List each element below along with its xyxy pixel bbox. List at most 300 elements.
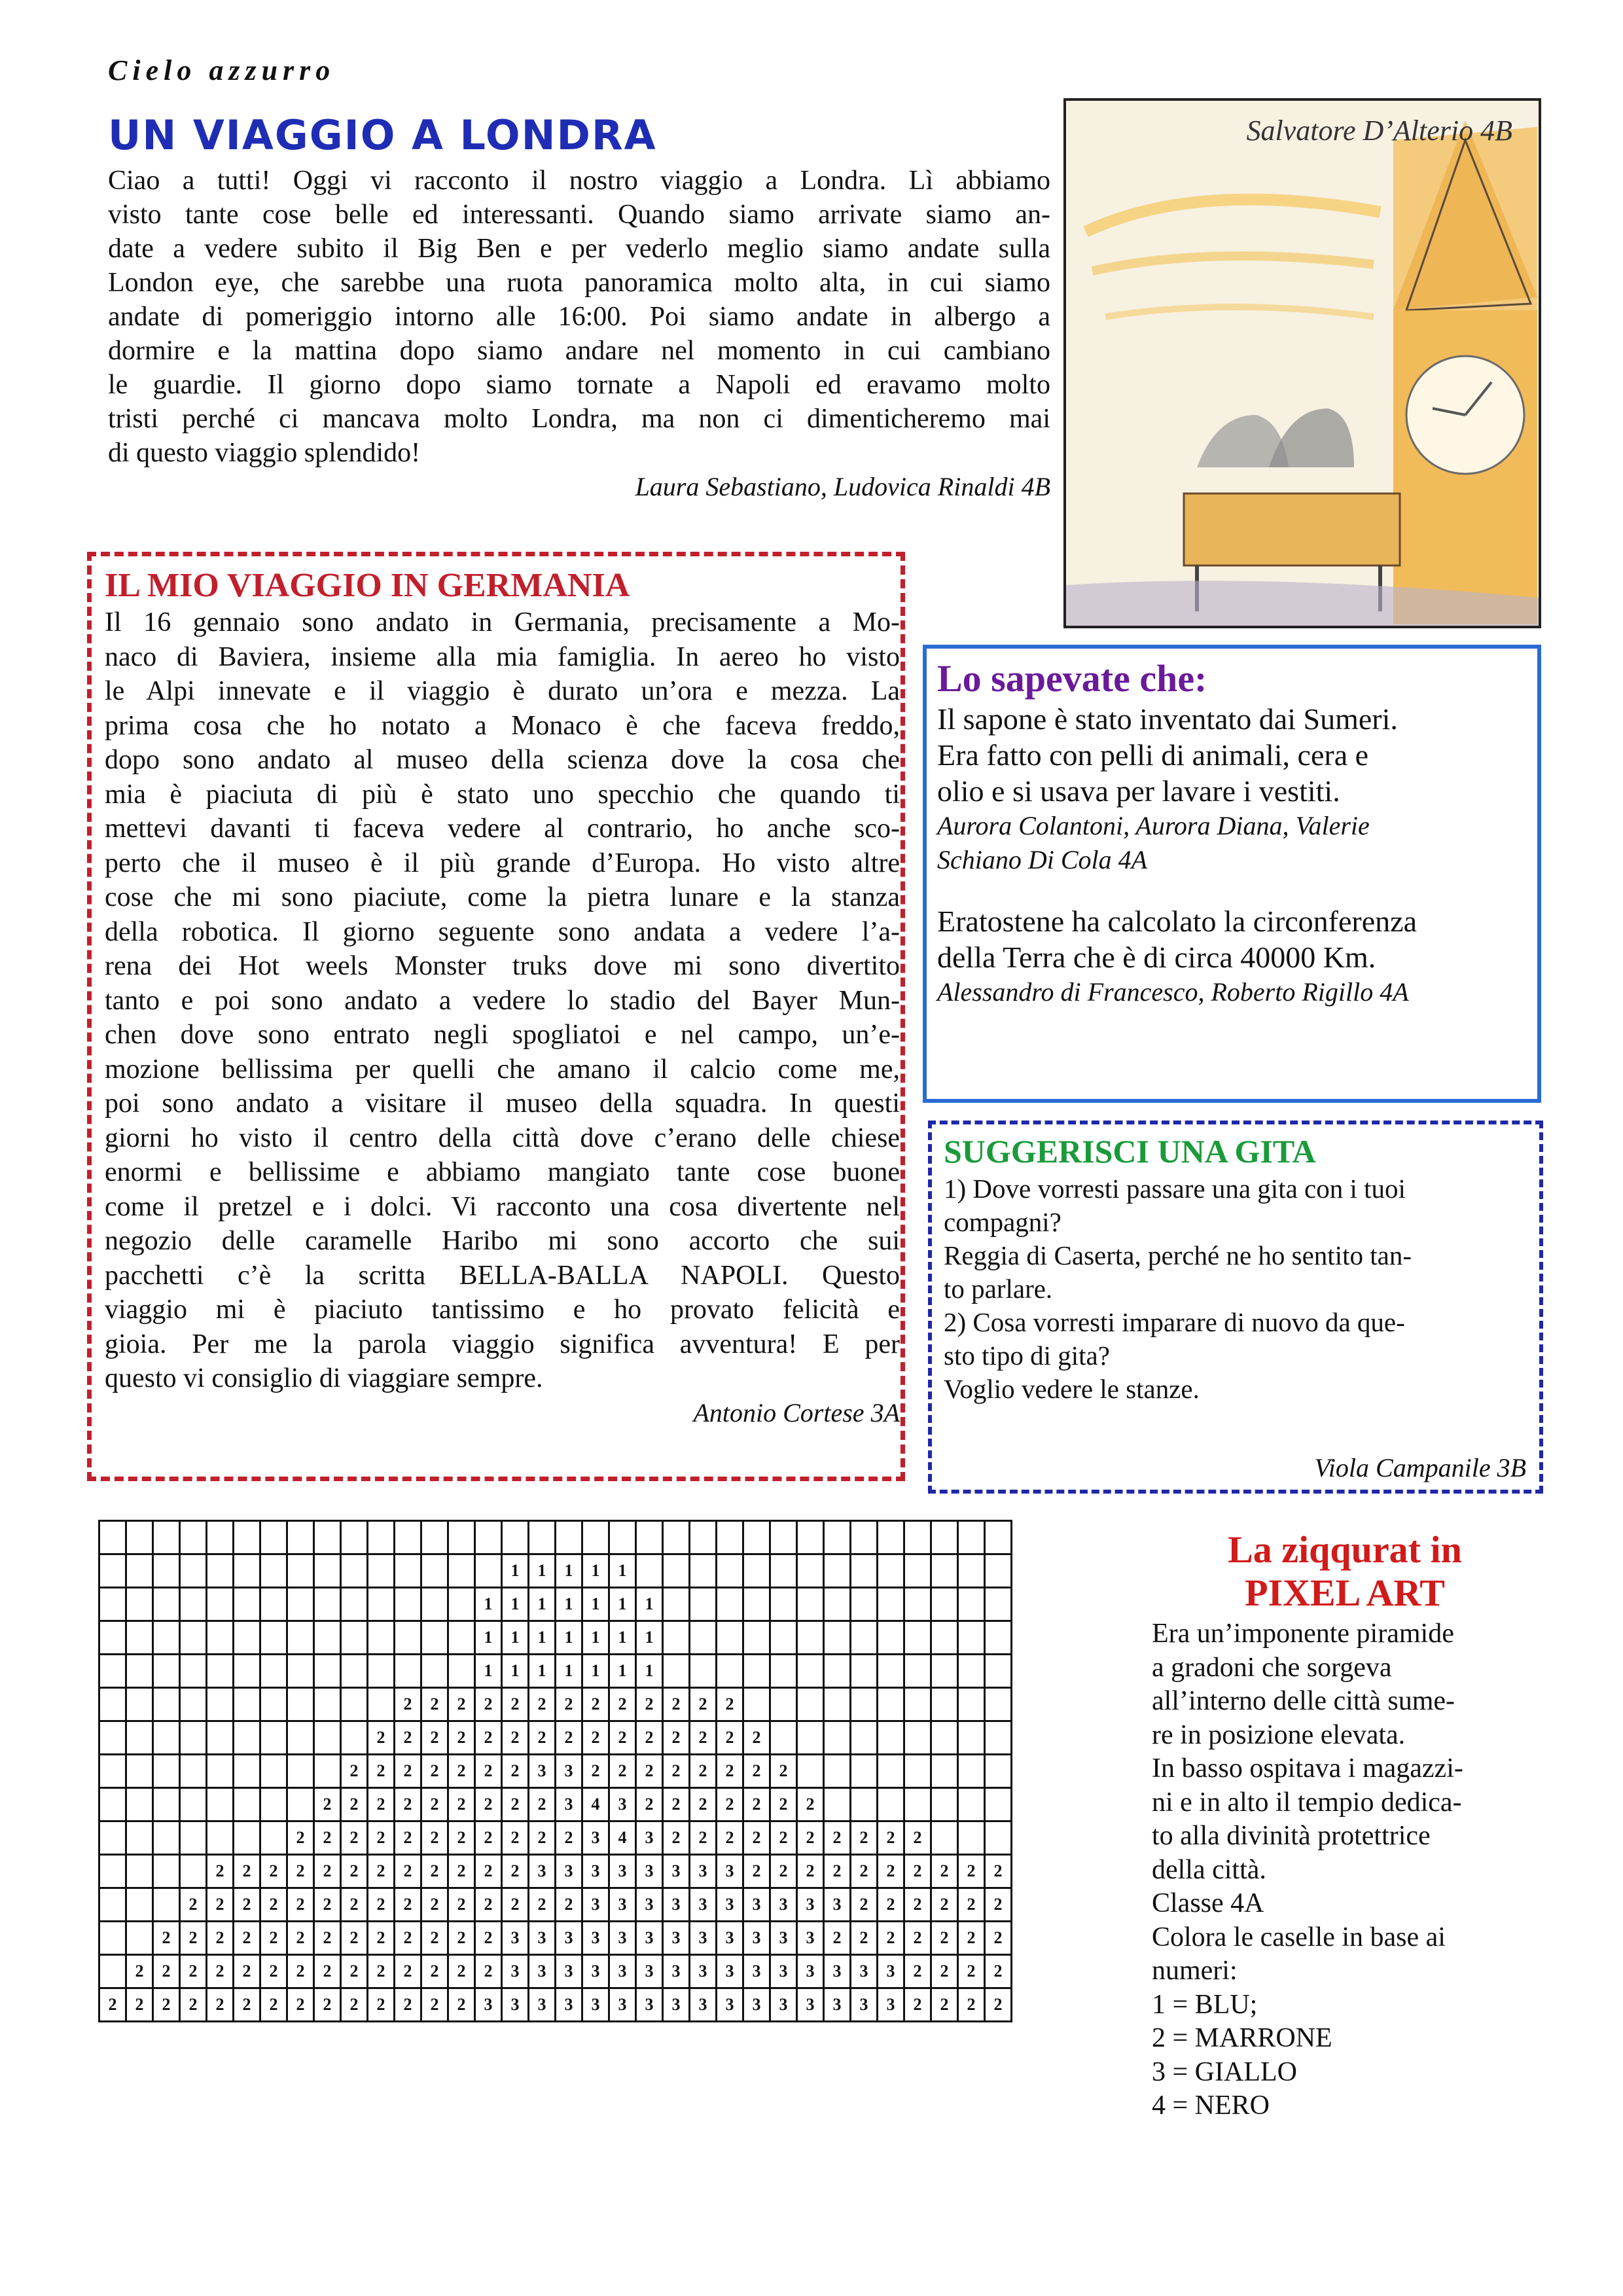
pixel-cell[interactable]: 1 (502, 1554, 529, 1588)
pixel-cell[interactable]: 2 (502, 1721, 529, 1755)
pixel-cell[interactable]: 1 (582, 1554, 609, 1588)
pixel-cell[interactable]: 2 (609, 1688, 636, 1721)
pixel-cell[interactable] (207, 1755, 234, 1788)
pixel-cell[interactable]: 3 (743, 1922, 770, 1955)
pixel-cell[interactable] (851, 1655, 878, 1688)
pixel-cell[interactable]: 3 (717, 1855, 743, 1888)
pixel-cell[interactable] (180, 1755, 207, 1788)
pixel-cell[interactable] (985, 1688, 1012, 1721)
pixel-cell[interactable]: 2 (743, 1855, 770, 1888)
pixel-cell[interactable] (153, 1788, 180, 1821)
pixel-cell[interactable]: 2 (314, 1922, 341, 1955)
pixel-cell[interactable] (368, 1655, 395, 1688)
pixel-cell[interactable]: 2 (368, 1755, 395, 1788)
pixel-cell[interactable] (743, 1554, 770, 1588)
pixel-cell[interactable]: 2 (341, 1755, 368, 1788)
pixel-cell[interactable] (99, 1721, 126, 1755)
pixel-cell[interactable]: 1 (475, 1655, 502, 1688)
pixel-cell[interactable]: 2 (636, 1721, 663, 1755)
pixel-cell[interactable] (395, 1521, 421, 1554)
pixel-cell[interactable] (797, 1721, 824, 1755)
pixel-cell[interactable]: 2 (582, 1721, 609, 1755)
pixel-cell[interactable]: 2 (636, 1688, 663, 1721)
pixel-cell[interactable]: 1 (556, 1554, 582, 1588)
pixel-cell[interactable]: 2 (314, 1988, 341, 2022)
pixel-cell[interactable] (341, 1688, 368, 1721)
pixel-cell[interactable]: 2 (502, 1888, 529, 1922)
pixel-cell[interactable] (234, 1554, 260, 1588)
pixel-cell[interactable] (180, 1788, 207, 1821)
pixel-cell[interactable]: 2 (448, 1755, 475, 1788)
pixel-cell[interactable] (958, 1755, 985, 1788)
pixel-cell[interactable]: 2 (287, 1988, 314, 2022)
pixel-cell[interactable]: 2 (448, 1855, 475, 1888)
pixel-cell[interactable]: 2 (824, 1821, 851, 1855)
pixel-cell[interactable] (985, 1621, 1012, 1655)
pixel-cell[interactable] (180, 1688, 207, 1721)
pixel-cell[interactable]: 3 (797, 1988, 824, 2022)
pixel-cell[interactable]: 3 (851, 1988, 878, 2022)
pixel-cell[interactable] (207, 1721, 234, 1755)
pixel-cell[interactable] (260, 1688, 287, 1721)
pixel-cell[interactable]: 2 (99, 1988, 126, 2022)
pixel-cell[interactable] (824, 1755, 851, 1788)
pixel-cell[interactable] (99, 1788, 126, 1821)
pixel-cell[interactable] (260, 1521, 287, 1554)
pixel-cell[interactable]: 3 (690, 1922, 717, 1955)
pixel-cell[interactable]: 3 (556, 1922, 582, 1955)
pixel-cell[interactable]: 2 (904, 1821, 931, 1855)
pixel-cell[interactable]: 2 (260, 1955, 287, 1988)
pixel-cell[interactable] (717, 1621, 743, 1655)
pixel-cell[interactable]: 1 (529, 1655, 556, 1688)
pixel-cell[interactable] (958, 1821, 985, 1855)
pixel-cell[interactable] (770, 1655, 797, 1688)
pixel-cell[interactable]: 2 (368, 1788, 395, 1821)
pixel-cell[interactable] (743, 1521, 770, 1554)
pixel-cell[interactable] (878, 1788, 904, 1821)
pixel-cell[interactable]: 2 (958, 1855, 985, 1888)
pixel-cell[interactable] (153, 1521, 180, 1554)
pixel-cell[interactable] (770, 1588, 797, 1621)
pixel-cell[interactable]: 2 (180, 1888, 207, 1922)
pixel-cell[interactable]: 3 (878, 1955, 904, 1988)
pixel-cell[interactable] (99, 1688, 126, 1721)
pixel-cell[interactable] (475, 1554, 502, 1588)
pixel-cell[interactable] (609, 1521, 636, 1554)
pixel-cell[interactable]: 1 (636, 1655, 663, 1688)
pixel-cell[interactable] (314, 1688, 341, 1721)
pixel-cell[interactable]: 2 (985, 1955, 1012, 1988)
pixel-cell[interactable]: 3 (529, 1922, 556, 1955)
pixel-cell[interactable]: 2 (904, 1855, 931, 1888)
pixel-cell[interactable] (904, 1655, 931, 1688)
pixel-cell[interactable] (770, 1521, 797, 1554)
pixel-cell[interactable] (985, 1655, 1012, 1688)
pixel-cell[interactable] (824, 1554, 851, 1588)
pixel-cell[interactable]: 2 (448, 1688, 475, 1721)
pixel-cell[interactable] (770, 1721, 797, 1755)
pixel-cell[interactable]: 3 (663, 1922, 690, 1955)
pixel-cell[interactable]: 3 (609, 1955, 636, 1988)
pixel-cell[interactable] (958, 1521, 985, 1554)
pixel-cell[interactable] (153, 1855, 180, 1888)
pixel-cell[interactable]: 3 (529, 1755, 556, 1788)
pixel-cell[interactable] (153, 1621, 180, 1655)
pixel-cell[interactable]: 2 (475, 1888, 502, 1922)
pixel-cell[interactable]: 3 (636, 1855, 663, 1888)
pixel-cell[interactable] (448, 1588, 475, 1621)
pixel-cell[interactable] (958, 1621, 985, 1655)
pixel-cell[interactable]: 2 (207, 1922, 234, 1955)
pixel-cell[interactable] (663, 1521, 690, 1554)
pixel-cell[interactable] (314, 1588, 341, 1621)
pixel-cell[interactable] (234, 1688, 260, 1721)
pixel-cell[interactable]: 2 (395, 1688, 421, 1721)
pixel-cell[interactable] (153, 1588, 180, 1621)
pixel-cell[interactable] (126, 1922, 153, 1955)
pixel-cell[interactable]: 3 (609, 1855, 636, 1888)
pixel-cell[interactable]: 3 (690, 1955, 717, 1988)
pixel-cell[interactable]: 2 (904, 1888, 931, 1922)
pixel-cell[interactable]: 2 (421, 1888, 448, 1922)
pixel-cell[interactable]: 3 (824, 1888, 851, 1922)
pixel-cell[interactable] (824, 1621, 851, 1655)
pixel-cell[interactable] (260, 1788, 287, 1821)
pixel-cell[interactable]: 2 (421, 1922, 448, 1955)
pixel-cell[interactable]: 2 (502, 1755, 529, 1788)
pixel-cell[interactable]: 2 (421, 1755, 448, 1788)
pixel-cell[interactable]: 2 (690, 1821, 717, 1855)
pixel-cell[interactable] (770, 1621, 797, 1655)
pixel-cell[interactable] (931, 1721, 958, 1755)
pixel-cell[interactable] (207, 1521, 234, 1554)
pixel-cell[interactable] (207, 1821, 234, 1855)
pixel-cell[interactable]: 2 (582, 1688, 609, 1721)
pixel-cell[interactable]: 2 (636, 1755, 663, 1788)
pixel-cell[interactable] (878, 1655, 904, 1688)
pixel-cell[interactable] (958, 1788, 985, 1821)
pixel-cell[interactable]: 4 (582, 1788, 609, 1821)
pixel-cell[interactable]: 2 (448, 1955, 475, 1988)
pixel-cell[interactable] (878, 1688, 904, 1721)
pixel-cell[interactable] (180, 1521, 207, 1554)
pixel-cell[interactable] (99, 1554, 126, 1588)
pixel-cell[interactable]: 1 (636, 1588, 663, 1621)
pixel-cell[interactable]: 2 (475, 1922, 502, 1955)
pixel-cell[interactable]: 2 (395, 1888, 421, 1922)
pixel-cell[interactable]: 2 (529, 1688, 556, 1721)
pixel-cell[interactable]: 2 (663, 1755, 690, 1788)
pixel-cell[interactable]: 3 (717, 1988, 743, 2022)
pixel-cell[interactable] (180, 1855, 207, 1888)
pixel-cell[interactable] (743, 1621, 770, 1655)
pixel-cell[interactable] (207, 1788, 234, 1821)
pixel-cell[interactable] (824, 1721, 851, 1755)
pixel-cell[interactable]: 2 (287, 1888, 314, 1922)
pixel-cell[interactable] (368, 1554, 395, 1588)
pixel-cell[interactable]: 3 (636, 1955, 663, 1988)
pixel-cell[interactable]: 3 (636, 1888, 663, 1922)
pixel-cell[interactable]: 3 (663, 1888, 690, 1922)
pixel-cell[interactable] (556, 1521, 582, 1554)
pixel-cell[interactable]: 2 (931, 1988, 958, 2022)
pixel-cell[interactable] (985, 1588, 1012, 1621)
pixel-cell[interactable] (99, 1755, 126, 1788)
pixel-cell[interactable]: 2 (314, 1788, 341, 1821)
pixel-cell[interactable] (770, 1688, 797, 1721)
pixel-cell[interactable]: 2 (421, 1821, 448, 1855)
pixel-cell[interactable] (717, 1521, 743, 1554)
pixel-cell[interactable]: 2 (395, 1821, 421, 1855)
pixel-cell[interactable]: 1 (636, 1621, 663, 1655)
pixel-cell[interactable]: 2 (475, 1788, 502, 1821)
pixel-cell[interactable] (904, 1755, 931, 1788)
pixel-cell[interactable] (287, 1688, 314, 1721)
pixel-cell[interactable] (99, 1888, 126, 1922)
pixel-cell[interactable] (99, 1855, 126, 1888)
pixel-cell[interactable]: 2 (529, 1788, 556, 1821)
pixel-cell[interactable]: 2 (690, 1688, 717, 1721)
pixel-cell[interactable]: 2 (207, 1988, 234, 2022)
pixel-cell[interactable]: 3 (770, 1888, 797, 1922)
pixel-cell[interactable]: 3 (582, 1888, 609, 1922)
pixel-cell[interactable]: 2 (985, 1888, 1012, 1922)
pixel-cell[interactable]: 2 (180, 1988, 207, 2022)
pixel-cell[interactable] (770, 1554, 797, 1588)
pixel-cell[interactable]: 2 (395, 1955, 421, 1988)
pixel-cell[interactable]: 2 (368, 1855, 395, 1888)
pixel-cell[interactable] (797, 1655, 824, 1688)
pixel-cell[interactable]: 2 (341, 1888, 368, 1922)
pixel-cell[interactable] (931, 1688, 958, 1721)
pixel-cell[interactable] (234, 1655, 260, 1688)
pixel-cell[interactable] (287, 1588, 314, 1621)
pixel-cell[interactable]: 1 (556, 1621, 582, 1655)
pixel-cell[interactable] (260, 1655, 287, 1688)
pixel-cell[interactable] (904, 1688, 931, 1721)
pixel-cell[interactable]: 3 (717, 1888, 743, 1922)
pixel-cell[interactable]: 2 (743, 1788, 770, 1821)
pixel-cell[interactable] (99, 1922, 126, 1955)
pixel-cell[interactable]: 3 (663, 1855, 690, 1888)
pixel-cell[interactable]: 2 (260, 1855, 287, 1888)
pixel-cell[interactable]: 2 (421, 1955, 448, 1988)
pixel-cell[interactable] (690, 1655, 717, 1688)
pixel-cell[interactable] (126, 1855, 153, 1888)
pixel-cell[interactable] (421, 1588, 448, 1621)
pixel-cell[interactable]: 1 (502, 1621, 529, 1655)
pixel-cell[interactable] (824, 1788, 851, 1821)
pixel-cell[interactable] (368, 1588, 395, 1621)
pixel-cell[interactable]: 1 (475, 1621, 502, 1655)
pixel-cell[interactable]: 2 (502, 1855, 529, 1888)
pixel-cell[interactable]: 2 (717, 1821, 743, 1855)
pixel-cell[interactable] (797, 1588, 824, 1621)
pixel-cell[interactable]: 2 (421, 1855, 448, 1888)
pixel-cell[interactable]: 1 (502, 1655, 529, 1688)
pixel-cell[interactable]: 3 (636, 1821, 663, 1855)
pixel-cell[interactable] (958, 1688, 985, 1721)
pixel-cell[interactable] (234, 1588, 260, 1621)
pixel-cell[interactable]: 2 (609, 1721, 636, 1755)
pixel-cell[interactable]: 2 (395, 1721, 421, 1755)
pixel-cell[interactable]: 2 (234, 1922, 260, 1955)
pixel-cell[interactable] (690, 1521, 717, 1554)
pixel-cell[interactable] (878, 1755, 904, 1788)
pixel-cell[interactable]: 2 (180, 1922, 207, 1955)
pixel-cell[interactable]: 3 (556, 1988, 582, 2022)
pixel-cell[interactable]: 2 (878, 1888, 904, 1922)
pixel-cell[interactable]: 2 (341, 1788, 368, 1821)
pixel-cell[interactable]: 2 (475, 1855, 502, 1888)
pixel-cell[interactable] (341, 1554, 368, 1588)
pixel-cell[interactable]: 2 (851, 1922, 878, 1955)
pixel-cell[interactable]: 1 (609, 1621, 636, 1655)
pixel-cell[interactable] (314, 1521, 341, 1554)
pixel-cell[interactable] (234, 1721, 260, 1755)
pixel-cell[interactable]: 2 (475, 1821, 502, 1855)
pixel-cell[interactable]: 2 (234, 1855, 260, 1888)
pixel-cell[interactable] (931, 1621, 958, 1655)
pixel-cell[interactable]: 3 (556, 1788, 582, 1821)
pixel-cell[interactable]: 2 (985, 1922, 1012, 1955)
pixel-cell[interactable]: 3 (502, 1922, 529, 1955)
pixel-cell[interactable]: 1 (582, 1588, 609, 1621)
pixel-cell[interactable]: 2 (421, 1788, 448, 1821)
pixel-cell[interactable]: 2 (341, 1955, 368, 1988)
pixel-cell[interactable] (395, 1621, 421, 1655)
pixel-cell[interactable]: 2 (207, 1855, 234, 1888)
pixel-cell[interactable]: 2 (904, 1988, 931, 2022)
pixel-cell[interactable]: 2 (663, 1821, 690, 1855)
pixel-cell[interactable]: 3 (797, 1888, 824, 1922)
pixel-cell[interactable]: 2 (717, 1755, 743, 1788)
pixel-cell[interactable] (368, 1621, 395, 1655)
pixel-cell[interactable]: 2 (395, 1988, 421, 2022)
pixel-cell[interactable]: 3 (556, 1955, 582, 1988)
pixel-cell[interactable] (851, 1721, 878, 1755)
pixel-cell[interactable]: 3 (636, 1922, 663, 1955)
pixel-cell[interactable]: 2 (260, 1988, 287, 2022)
pixel-cell[interactable] (153, 1655, 180, 1688)
pixel-cell[interactable]: 2 (448, 1988, 475, 2022)
pixel-cell[interactable]: 2 (529, 1888, 556, 1922)
pixel-cell[interactable]: 2 (743, 1721, 770, 1755)
pixel-cell[interactable]: 3 (743, 1955, 770, 1988)
pixel-cell[interactable]: 2 (395, 1855, 421, 1888)
pixel-cell[interactable]: 2 (448, 1788, 475, 1821)
pixel-cell[interactable]: 2 (878, 1922, 904, 1955)
pixel-cell[interactable] (931, 1788, 958, 1821)
pixel-cell[interactable]: 2 (931, 1955, 958, 1988)
pixel-cell[interactable]: 2 (797, 1821, 824, 1855)
pixel-cell[interactable] (260, 1621, 287, 1655)
pixel-cell[interactable]: 3 (770, 1922, 797, 1955)
pixel-cell[interactable]: 3 (529, 1988, 556, 2022)
pixel-cell[interactable] (851, 1588, 878, 1621)
pixel-cell[interactable]: 2 (126, 1988, 153, 2022)
pixel-cell[interactable]: 2 (958, 1922, 985, 1955)
pixel-cell[interactable] (582, 1521, 609, 1554)
pixel-cell[interactable]: 3 (717, 1955, 743, 1988)
pixel-cell[interactable] (341, 1588, 368, 1621)
pixel-cell[interactable]: 2 (395, 1788, 421, 1821)
pixel-cell[interactable] (878, 1554, 904, 1588)
pixel-cell[interactable] (126, 1755, 153, 1788)
pixel-cell[interactable] (126, 1588, 153, 1621)
pixel-cell[interactable] (314, 1755, 341, 1788)
pixel-cell[interactable]: 2 (690, 1788, 717, 1821)
pixel-cell[interactable]: 2 (448, 1721, 475, 1755)
pixel-cell[interactable]: 3 (475, 1988, 502, 2022)
pixel-cell[interactable] (180, 1721, 207, 1755)
pixel-cell[interactable]: 3 (717, 1922, 743, 1955)
pixel-cell[interactable]: 2 (878, 1821, 904, 1855)
pixel-cell[interactable]: 2 (207, 1955, 234, 1988)
pixel-cell[interactable] (502, 1521, 529, 1554)
pixel-cell[interactable]: 2 (743, 1755, 770, 1788)
pixel-cell[interactable]: 3 (690, 1888, 717, 1922)
pixel-cell[interactable]: 2 (314, 1821, 341, 1855)
pixel-cell[interactable] (985, 1755, 1012, 1788)
pixel-cell[interactable]: 3 (824, 1955, 851, 1988)
pixel-cell[interactable]: 1 (556, 1655, 582, 1688)
pixel-cell[interactable]: 2 (341, 1855, 368, 1888)
pixel-cell[interactable]: 2 (529, 1721, 556, 1755)
pixel-cell[interactable]: 2 (904, 1955, 931, 1988)
pixel-cell[interactable]: 2 (502, 1821, 529, 1855)
pixel-cell[interactable]: 3 (851, 1955, 878, 1988)
pixel-cell[interactable] (717, 1655, 743, 1688)
pixel-cell[interactable] (341, 1721, 368, 1755)
pixel-cell[interactable]: 3 (609, 1788, 636, 1821)
pixel-cell[interactable]: 3 (609, 1988, 636, 2022)
pixel-cell[interactable] (797, 1755, 824, 1788)
pixel-cell[interactable] (287, 1554, 314, 1588)
pixel-cell[interactable]: 2 (958, 1988, 985, 2022)
pixel-cell[interactable]: 2 (368, 1888, 395, 1922)
pixel-cell[interactable]: 2 (663, 1688, 690, 1721)
pixel-cell[interactable]: 3 (609, 1922, 636, 1955)
pixel-cell[interactable]: 3 (770, 1955, 797, 1988)
pixel-cell[interactable]: 2 (314, 1855, 341, 1888)
pixel-cell[interactable] (153, 1721, 180, 1755)
pixel-cell[interactable]: 2 (448, 1821, 475, 1855)
pixel-cell[interactable]: 2 (851, 1855, 878, 1888)
pixel-cell[interactable]: 2 (770, 1755, 797, 1788)
pixel-cell[interactable] (797, 1554, 824, 1588)
pixel-cell[interactable] (958, 1655, 985, 1688)
pixel-cell[interactable]: 2 (314, 1955, 341, 1988)
pixel-cell[interactable]: 3 (636, 1988, 663, 2022)
pixel-cell[interactable] (851, 1521, 878, 1554)
pixel-cell[interactable] (663, 1621, 690, 1655)
pixel-cell[interactable] (851, 1621, 878, 1655)
pixel-cell[interactable]: 1 (582, 1621, 609, 1655)
pixel-cell[interactable]: 4 (609, 1821, 636, 1855)
pixel-cell[interactable] (234, 1521, 260, 1554)
pixel-cell[interactable] (878, 1721, 904, 1755)
pixel-cell[interactable]: 2 (690, 1721, 717, 1755)
pixel-cell[interactable]: 2 (797, 1788, 824, 1821)
pixel-cell[interactable] (287, 1755, 314, 1788)
pixel-cell[interactable] (314, 1721, 341, 1755)
pixel-cell[interactable]: 2 (904, 1922, 931, 1955)
pixel-cell[interactable] (663, 1588, 690, 1621)
pixel-cell[interactable]: 2 (368, 1821, 395, 1855)
pixel-cell[interactable]: 2 (797, 1855, 824, 1888)
